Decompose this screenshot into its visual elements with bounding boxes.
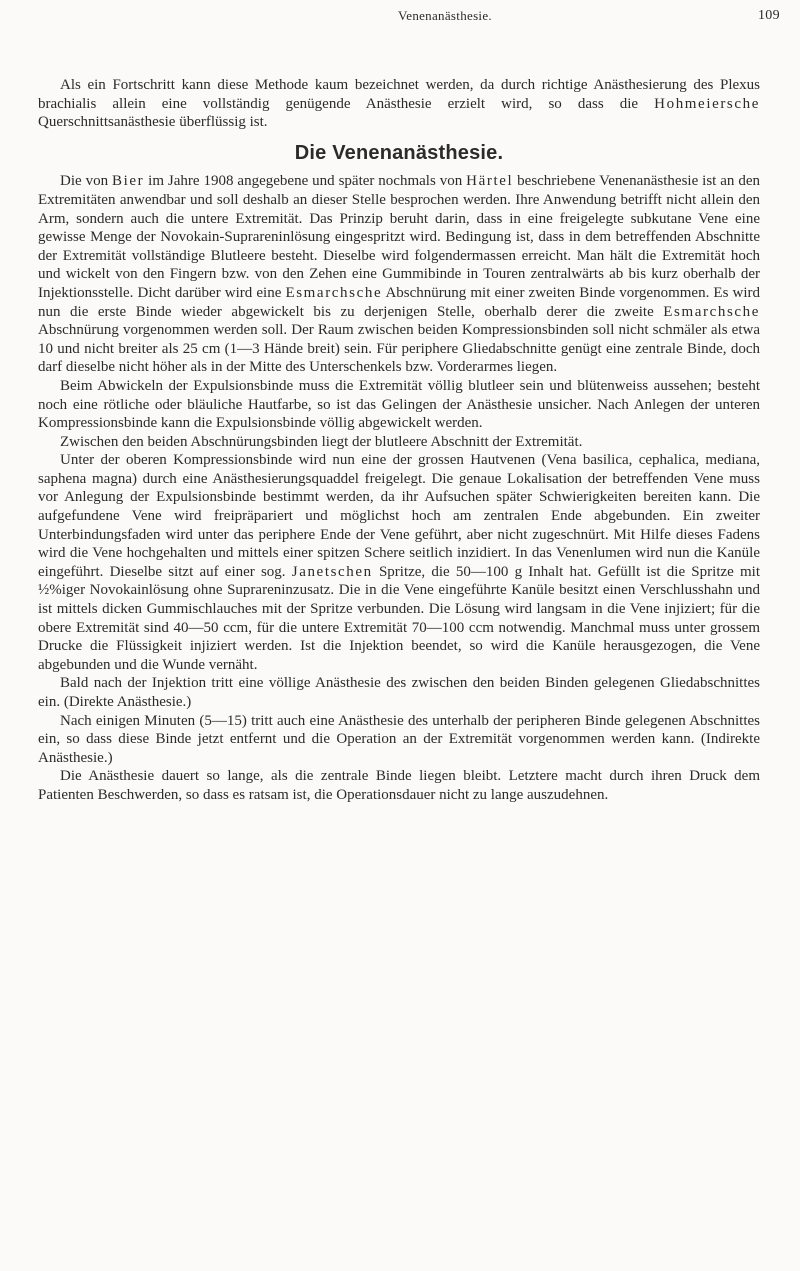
author-name: Hohmeiersche	[654, 95, 760, 112]
paragraph: Die von Bier im Jahre 1908 angegebene und später nochmals von Härtel beschriebene Venenanästhesie ist an den Extremitäten anwendbar und soll deshalb an dieser Stelle besprochen werden. Ihre Anwendung betrifft nicht allein den Arm, sondern auch die untere Extremität. Das Prinzip beruht darin, dass in eine freigelegte subkutane Vene eine gewisse Menge der Novokain-Suprareninlösung eingespritzt wird. Bedingung ist, dass in dem betreffenden Abschnitte der Extremität vollständige Blutleere besteht. Dieselbe wird folgendermassen erreicht. Man hält die Extremität hoch und wickelt von den Fingern bzw. von den Zehen eine Gummibinde in Touren zentralwärts ab bis kurz oberhalb der Injektionsstelle. Dicht darüber wird eine Esmarchsche Abschnürung mit einer zweiten Binde vorgenommen. Es wird nun die erste Binde wieder abgewickelt bis zu derjenigen Stelle, oberhalb derer die zweite Esmarchsche Abschnürung vorgenommen werden soll. Der Raum zwischen beiden Kompressionsbinden soll nicht schmäler als etwa 10 und nicht breiter als 25 cm (1—3 Hände breit) sein. Für periphere Gliedabschnitte genügt eine zentrale Binde, doch darf dieselbe nicht höher als in der Mitte des Unterschenkels bzw. Vorderarmes liegen.	[38, 173, 760, 376]
page-body	[38, 76, 760, 805]
section-title: Die Venenanästhesie.	[294, 141, 504, 164]
paragraph: Beim Abwickeln der Expulsionsbinde muss die Extremität völlig blutleer sein und blütenweiss aussehen; besteht noch eine rötliche oder bläuliche Hautfarbe, so ist das Gelingen der Anästhesie unsicher. Nach Anlegen der unteren Kompressionsbinde kann die Expulsionsbinde völlig abgewickelt werden.	[38, 377, 760, 432]
author-name: Härtel	[466, 173, 514, 190]
page-header	[0, 4, 800, 28]
author-name: Esmarchsche	[663, 303, 760, 320]
running-title: Venenanästhesie.	[398, 8, 492, 23]
author-name: Janetschen	[291, 563, 373, 580]
author-name: Esmarchsche	[285, 284, 383, 301]
paragraph: Nach einigen Minuten (5—15) tritt auch eine Anästhesie des unterhalb der peripheren Binde gelegenen Abschnittes ein, so dass diese Binde jetzt entfernt und die Operation an der Extremität vorgenommen werden kann. (Indirekte Anästhesie.)	[38, 712, 760, 766]
intro-paragraph: Als ein Fortschritt kann diese Methode kaum bezeichnet werden, da durch richtige Anästhesierung des Plexus brachialis allein eine vollständig genügende Anästhesie erzielt wird, so dass die Hohmeiersche Querschnittsanästhesie überflüssig ist.	[38, 77, 760, 131]
paragraph: Bald nach der Injektion tritt eine völlige Anästhesie des zwischen den beiden Binden gelegenen Gliedabschnittes ein. (Direkte Anästhesie.)	[38, 675, 760, 710]
author-name: Bier	[112, 173, 145, 190]
page-number: 109	[758, 8, 780, 23]
paragraph: Unter der oberen Kompressionsbinde wird nun eine der grossen Hautvenen (Vena basilica, cephalica, mediana, saphena magna) durch eine Anästhesierungsquaddel freigelegt. Die genaue Lokalisation der betreffenden Vene muss vor Anlegung der Expulsionsbinde bestimmt werden, da ihr Aufsuchen später Schwierigkeiten bereiten kann. Die aufgefundene Vene wird freipräpariert und möglichst hoch am zentralen Ende abgebunden. Ein zweiter Unterbindungsfaden wird unter das periphere Ende der Vene geführt, aber nicht zugeschnürt. Mit Hilfe dieses Fadens wird die Vene hochgehalten und mittels einer spitzen Schere seitlich inzidiert. In das Venenlumen wird nun die Kanüle eingeführt. Dieselbe sitzt auf einer sog. Janetschen Spritze, die 50—100 g Inhalt hat. Gefüllt ist die Spritze mit ½%iger Novokainlösung ohne Suprareninzusatz. Die in die Vene eingeführte Kanüle besitzt einen Verschlusshahn und ist mittels dicken Gummischlauches mit der Spritze verbunden. Die Lösung wird langsam in die Vene injiziert; für die obere Extremität sind 40—50 ccm, für die untere Extremität 70—100 ccm notwendig. Manchmal muss unter grossem Drucke die Flüssigkeit injiziert werden. Ist die Injektion beendet, so wird die Kanüle herausgezogen, die Vene abgebunden und die Wunde vernäht.	[38, 452, 760, 673]
paragraph: Zwischen den beiden Abschnürungsbinden liegt der blutleere Abschnitt der Extremität.	[60, 433, 583, 450]
paragraph: Die Anästhesie dauert so lange, als die zentrale Binde liegen bleibt. Letztere macht durch ihren Druck dem Patienten Beschwerden, so dass es ratsam ist, die Operationsdauer nicht zu lange auszudehnen.	[38, 768, 760, 803]
